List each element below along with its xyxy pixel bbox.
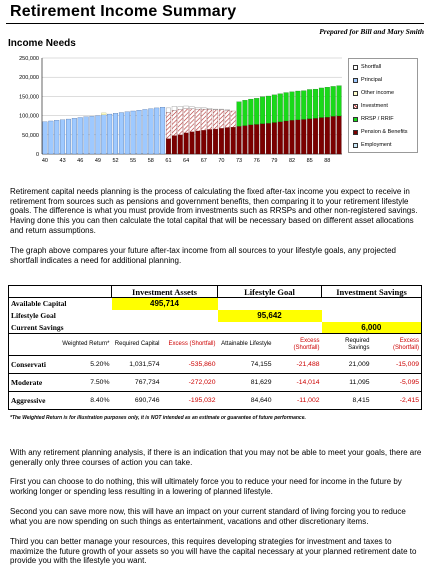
bar-employment — [143, 109, 148, 154]
bar-shortfall — [213, 109, 218, 110]
bar-employment — [137, 110, 142, 154]
bar-rrsp — [260, 97, 265, 124]
x-tick-label: 70 — [218, 158, 225, 164]
bar-shortfall — [166, 108, 171, 113]
value-lifestyle-goal: 95,642 — [218, 310, 322, 322]
bar-employment — [60, 120, 65, 154]
bar-pension — [190, 132, 195, 154]
bar-rrsp — [243, 100, 248, 125]
bar-rrsp — [331, 86, 336, 116]
label-current-savings: Current Savings — [11, 322, 64, 332]
paragraph-actions: With any retirement planning analysis, if there is an indication that you may not be able to meet your goals, there are generally only three courses of action you can take. — [10, 448, 422, 467]
legend-swatch — [353, 104, 358, 109]
bar-employment — [113, 113, 118, 154]
bar-pension — [207, 129, 212, 154]
bar-employment — [66, 119, 71, 154]
bar-pension — [296, 120, 301, 154]
footnote: *The Weighted Return is for illustration purposes only, it is NOT intended as an estimate or guarantee of future performance. — [10, 415, 306, 421]
label-available-capital: Available Capital — [11, 299, 67, 309]
bar-employment — [148, 109, 153, 154]
bar-pension — [278, 122, 283, 154]
bar-pension — [172, 136, 177, 154]
bar-shortfall — [178, 106, 183, 109]
bar-rrsp — [319, 88, 324, 118]
x-tick-label: 40 — [41, 158, 49, 164]
bar-pension — [243, 126, 248, 154]
section-title-income-needs: Income Needs — [8, 38, 76, 49]
bar-investment — [172, 110, 177, 135]
paragraph-graph: The graph above compares your future after-tax income from all sources to your lifestyle goals, any projected shortfall indicates a need for additional planning. — [10, 246, 396, 265]
paragraph-intro: Retirement capital needs planning is the process of calculating the fixed after-tax income you expect to receive in retirement from sources such as pensions and government benefits, then comparing it to your retirement lifestyle goals. The difference is what you must provide from investments such as RRSPs and other non-registered savings. Having done this you can then calculate the total capital that will be necessary based on different asset allocations and return assumptions. — [10, 187, 418, 235]
legend-item — [353, 114, 394, 124]
bar-rrsp — [284, 93, 289, 121]
bar-shortfall — [201, 108, 206, 110]
bar-pension — [225, 128, 230, 154]
bar-shortfall — [196, 107, 201, 109]
value-current-savings: 6,000 — [322, 322, 422, 334]
bar-rrsp — [307, 89, 312, 118]
bar-pension — [284, 121, 289, 154]
bar-employment — [90, 116, 95, 154]
bar-investment — [231, 111, 236, 127]
bar-pension — [331, 116, 336, 154]
bar-investment — [201, 109, 206, 130]
legend-swatch — [353, 117, 358, 122]
legend-item — [353, 88, 394, 98]
legend-swatch — [353, 130, 358, 135]
bar-employment — [160, 107, 165, 154]
bar-employment — [96, 116, 101, 154]
bar-pension — [260, 124, 265, 154]
x-tick-label: 85 — [306, 158, 313, 164]
bar-rrsp — [266, 96, 271, 123]
bar-shortfall — [219, 109, 224, 110]
x-tick-label: 88 — [324, 158, 331, 164]
bar-pension — [237, 126, 242, 154]
col-attainable-lifestyle: Attainable Lifestyle — [221, 341, 272, 347]
table-row: Aggressive 8.40% 690,746 -195,032 84,640 -11,002 8,415 -2,415 — [9, 392, 422, 410]
table-row: Moderate 7.50% 767,734 -272,020 81,629 -14,014 11,095 -5,095 — [9, 374, 422, 392]
legend-item — [353, 62, 381, 72]
legend-item — [353, 75, 382, 85]
bar-pension — [196, 131, 201, 154]
bar-rrsp — [237, 102, 242, 127]
x-tick-label: 76 — [253, 158, 260, 164]
bar-pension — [184, 133, 189, 154]
header-investment-savings: Investment Savings — [322, 286, 422, 298]
analysis-table — [8, 285, 422, 410]
bar-employment — [84, 117, 89, 154]
bar-employment — [154, 108, 159, 154]
legend-swatch — [353, 143, 358, 148]
x-tick-label: 55 — [130, 158, 137, 164]
bar-employment — [131, 111, 136, 154]
bar-rrsp — [337, 86, 342, 116]
bar-pension — [307, 119, 312, 154]
x-tick-label: 58 — [147, 158, 154, 164]
page-title: Retirement Income Summary — [10, 3, 237, 20]
bar-rrsp — [278, 94, 283, 122]
x-tick-label: 43 — [59, 158, 66, 164]
y-tick-label: 50,000 — [22, 132, 39, 139]
title-bar — [6, 2, 424, 24]
col-weighted-return: Weighted Return* — [57, 334, 112, 356]
bar-employment — [119, 113, 124, 154]
bar-pension — [231, 127, 236, 154]
col-required-savings: Required Savings — [345, 337, 370, 351]
bar-pension — [266, 123, 271, 154]
bar-rrsp — [313, 89, 318, 118]
paragraph-first: First you can choose to do nothing, this will ultimately force you to reduce your need for income in the future by working longer or spending less resulting in a lowering of planned lifestyle. — [10, 477, 402, 496]
col-excess-savings: Excess (Shortfall) — [393, 337, 420, 351]
legend-swatch — [353, 65, 358, 70]
bar-pension — [213, 129, 218, 154]
legend-label: Employment — [361, 142, 392, 148]
x-tick-label: 64 — [183, 158, 190, 164]
legend-swatch — [353, 91, 358, 96]
legend-item — [353, 140, 392, 150]
x-tick-label: 49 — [94, 158, 101, 164]
bar-shortfall — [172, 106, 177, 110]
bar-employment — [107, 114, 112, 154]
x-tick-label: 61 — [165, 158, 172, 164]
legend-label: Principal — [361, 77, 383, 83]
legend-label: Pension & Benefits — [361, 129, 408, 135]
bar-employment — [78, 118, 83, 154]
paragraph-second: Second you can save more now, this will have an impact on your current standard of living forcing you to reduce what you are now spending on such things as entertainment, vacations and other discretionary items. — [10, 507, 406, 526]
col-required-capital: Required Capital — [114, 341, 160, 347]
chart-legend — [348, 58, 418, 153]
bar-investment — [207, 109, 212, 129]
bar-investment — [190, 109, 195, 132]
col-excess-lifestyle: Excess (Shortfall) — [293, 337, 320, 351]
bar-rrsp — [325, 87, 330, 117]
paragraph-third: Third you can better manage your resources, this requires developing strategies for investment and taxes to maximize the future growth of your assets so you will have the capital necessary at your planned retirement date to provide you with the lifestyle you want. — [10, 537, 417, 566]
bar-employment — [101, 115, 106, 154]
bar-pension — [166, 139, 171, 154]
bar-pension — [272, 123, 277, 154]
legend-item — [353, 127, 407, 137]
bar-pension — [219, 128, 224, 154]
bar-employment — [48, 121, 53, 154]
table-row: Conservati 5.20% 1,031,574 -535,860 74,155 -21,488 21,009 -15,009 — [9, 356, 422, 374]
legend-label: Investment — [361, 103, 388, 109]
bar-investment — [225, 110, 230, 127]
bar-pension — [319, 118, 324, 154]
bar-rrsp — [248, 99, 253, 125]
x-tick-label: 73 — [235, 158, 243, 164]
bar-shortfall — [190, 106, 195, 108]
bar-pension — [337, 116, 342, 154]
bar-rrsp — [254, 98, 259, 124]
x-tick-label: 79 — [271, 158, 278, 164]
x-tick-label: 52 — [112, 158, 119, 164]
y-tick-label: 0 — [35, 152, 39, 158]
y-tick-label: 250,000 — [19, 56, 39, 62]
prepared-for: Prepared for Bill and Mary Smith — [319, 27, 424, 36]
x-tick-label: 67 — [200, 158, 207, 164]
x-tick-label: 46 — [77, 158, 84, 164]
bar-pension — [178, 135, 183, 154]
bar-rrsp — [296, 91, 301, 120]
y-tick-label: 200,000 — [19, 75, 39, 82]
bar-other-income — [101, 113, 106, 115]
bar-pension — [301, 119, 306, 154]
value-available-capital: 495,714 — [112, 298, 218, 310]
bar-shortfall — [184, 106, 189, 109]
legend-label: RRSP / RRIF — [361, 116, 394, 122]
label-lifestyle-goal: Lifestyle Goal — [11, 311, 56, 320]
bar-rrsp — [301, 91, 306, 120]
bar-investment — [166, 113, 171, 139]
legend-swatch — [353, 78, 358, 83]
bar-rrsp — [272, 95, 277, 123]
y-tick-label: 100,000 — [19, 113, 39, 120]
bar-pension — [290, 120, 295, 154]
bar-shortfall — [207, 108, 212, 109]
bar-employment — [54, 120, 59, 154]
bar-investment — [213, 110, 218, 129]
legend-label: Shortfall — [361, 64, 382, 70]
bar-pension — [254, 124, 259, 154]
bar-investment — [184, 109, 189, 133]
bar-employment — [72, 118, 77, 154]
bar-investment — [196, 109, 201, 131]
bar-employment — [43, 122, 48, 154]
y-tick-label: 150,000 — [19, 94, 39, 101]
header-investment-assets: Investment Assets — [112, 286, 218, 298]
bar-pension — [248, 125, 253, 154]
bar-rrsp — [290, 92, 295, 120]
bar-employment — [125, 112, 130, 154]
bar-investment — [219, 110, 224, 128]
legend-item — [353, 101, 388, 111]
legend-label: Other income — [361, 90, 395, 96]
bar-pension — [201, 130, 206, 154]
col-excess-capital: Excess (Shortfall) — [168, 341, 216, 347]
header-lifestyle-goal: Lifestyle Goal — [218, 286, 322, 298]
bar-pension — [313, 118, 318, 154]
bar-pension — [325, 117, 330, 154]
bar-investment — [178, 109, 183, 134]
x-tick-label: 82 — [288, 158, 296, 164]
